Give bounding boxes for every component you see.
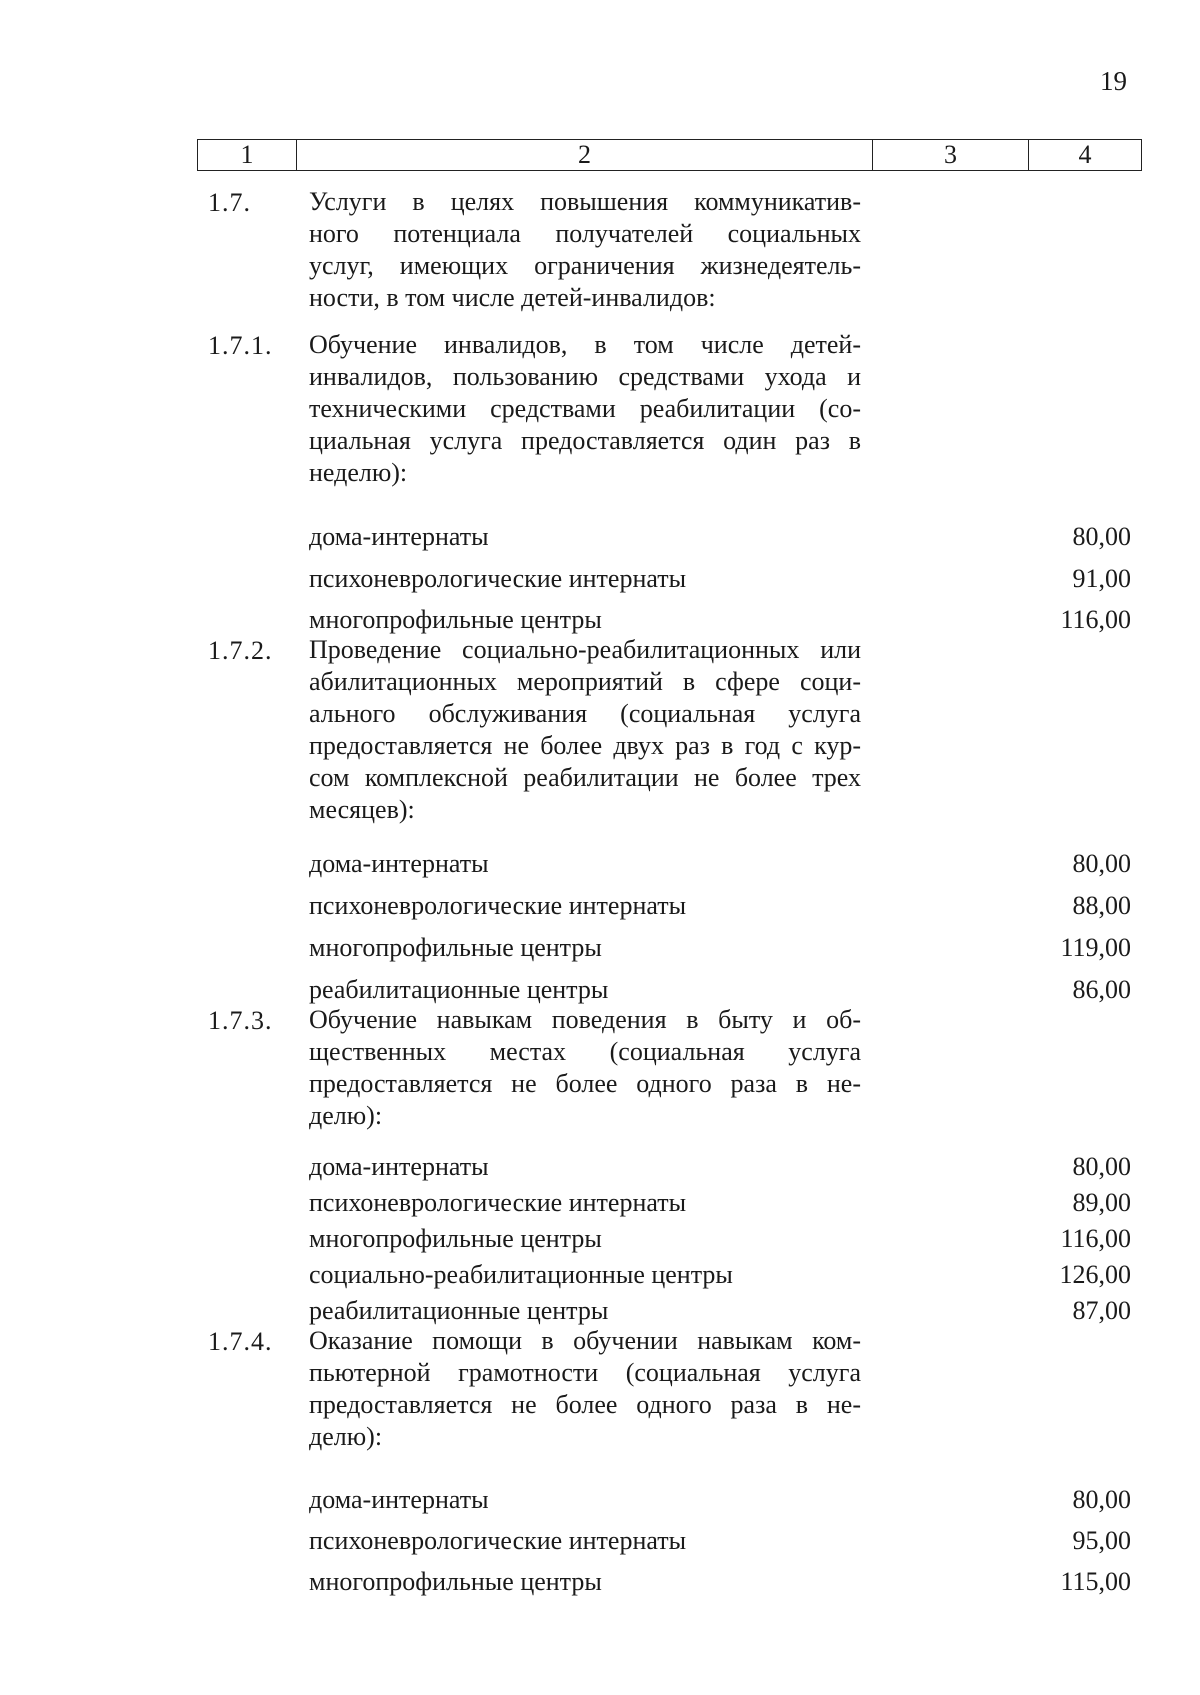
tariff-value: 80,00 bbox=[1072, 522, 1131, 551]
description-line: инвалидов, пользованию средствами ухода и bbox=[309, 362, 861, 391]
section-number: 1.7. bbox=[208, 188, 251, 217]
institution-type-label: дома-интернаты bbox=[309, 1152, 489, 1181]
institution-type-label: реабилитационные центры bbox=[309, 1296, 609, 1325]
description-line: неделю): bbox=[309, 458, 408, 487]
institution-type-label: социально-реабилитационные центры bbox=[309, 1260, 733, 1289]
section-description bbox=[309, 1004, 861, 1132]
description-line: ального обслуживания (социальная услуга bbox=[309, 699, 861, 728]
institution-type-label: психоневрологические интернаты bbox=[309, 564, 687, 593]
institution-type-label: многопрофильные центры bbox=[309, 933, 602, 962]
institution-type-label: дома-интернаты bbox=[309, 522, 489, 551]
description-line: Проведение социально-реабилитационных или bbox=[309, 635, 861, 664]
description-line: пьютерной грамотности (социальная услуга bbox=[309, 1358, 861, 1387]
tariff-value: 115,00 bbox=[1060, 1567, 1131, 1596]
description-line: Оказание помощи в обучении навыкам ком- bbox=[309, 1326, 861, 1355]
tariff-value: 95,00 bbox=[1072, 1526, 1131, 1555]
section-description bbox=[309, 329, 861, 489]
institution-type-label: многопрофильные центры bbox=[309, 1224, 602, 1253]
section-description bbox=[309, 186, 861, 314]
description-line: ного потенциала получателей социальных bbox=[309, 219, 861, 248]
institution-type-label: психоневрологические интернаты bbox=[309, 1526, 687, 1555]
section-number: 1.7.3. bbox=[208, 1006, 273, 1035]
institution-type-label: реабилитационные центры bbox=[309, 975, 609, 1004]
column-header-1: 1 bbox=[198, 140, 297, 170]
section-description bbox=[309, 634, 861, 826]
description-line: ности, в том числе детей-инвалидов: bbox=[309, 283, 716, 312]
tariff-value: 119,00 bbox=[1060, 933, 1131, 962]
institution-type-label: психоневрологические интернаты bbox=[309, 1188, 687, 1217]
description-line: абилитационных мероприятий в сфере соци- bbox=[309, 667, 861, 696]
description-line: техническими средствами реабилитации (со- bbox=[309, 394, 861, 423]
tariff-value: 87,00 bbox=[1072, 1296, 1131, 1325]
section-number: 1.7.2. bbox=[208, 636, 273, 665]
column-header-3: 3 bbox=[873, 140, 1029, 170]
tariff-value: 126,00 bbox=[1059, 1260, 1131, 1289]
institution-type-label: многопрофильные центры bbox=[309, 605, 602, 634]
description-line: щественных местах (социальная услуга bbox=[309, 1037, 861, 1066]
description-line: циальная услуга предоставляется один раз в bbox=[309, 426, 861, 455]
description-line: предоставляется не более одного раза в не- bbox=[309, 1390, 861, 1419]
description-line: сом комплексной реабилитации не более трех bbox=[309, 763, 861, 792]
institution-type-label: психоневрологические интернаты bbox=[309, 891, 687, 920]
tariff-value: 91,00 bbox=[1072, 564, 1131, 593]
tariff-value: 80,00 bbox=[1072, 1152, 1131, 1181]
column-header-2: 2 bbox=[297, 140, 873, 170]
description-line: Услуги в целях повышения коммуникатив- bbox=[309, 187, 861, 216]
tariff-value: 116,00 bbox=[1060, 605, 1131, 634]
tariff-value: 89,00 bbox=[1072, 1188, 1131, 1217]
section-description bbox=[309, 1325, 861, 1453]
section-number: 1.7.1. bbox=[208, 331, 273, 360]
institution-type-label: дома-интернаты bbox=[309, 1485, 489, 1514]
tariff-value: 80,00 bbox=[1072, 1485, 1131, 1514]
institution-type-label: многопрофильные центры bbox=[309, 1567, 602, 1596]
description-line: услуг, имеющих ограничения жизнедеятель- bbox=[309, 251, 861, 280]
tariff-value: 80,00 bbox=[1072, 849, 1131, 878]
description-line: предоставляется не более двух раз в год с кур- bbox=[309, 731, 861, 760]
institution-type-label: дома-интернаты bbox=[309, 849, 489, 878]
column-header-4: 4 bbox=[1078, 140, 1092, 169]
page-number: 19 bbox=[1100, 66, 1127, 96]
column-header-row bbox=[197, 139, 1142, 171]
description-line: делю): bbox=[309, 1422, 383, 1451]
tariff-value: 88,00 bbox=[1072, 891, 1131, 920]
description-line: предоставляется не более одного раза в не- bbox=[309, 1069, 861, 1098]
description-line: делю): bbox=[309, 1101, 383, 1130]
description-line: Обучение инвалидов, в том числе детей- bbox=[309, 330, 861, 359]
tariff-value: 86,00 bbox=[1072, 975, 1131, 1004]
description-line: Обучение навыкам поведения в быту и об- bbox=[309, 1005, 861, 1034]
section-number: 1.7.4. bbox=[208, 1327, 273, 1356]
tariff-value: 116,00 bbox=[1060, 1224, 1131, 1253]
description-line: месяцев): bbox=[309, 795, 415, 824]
